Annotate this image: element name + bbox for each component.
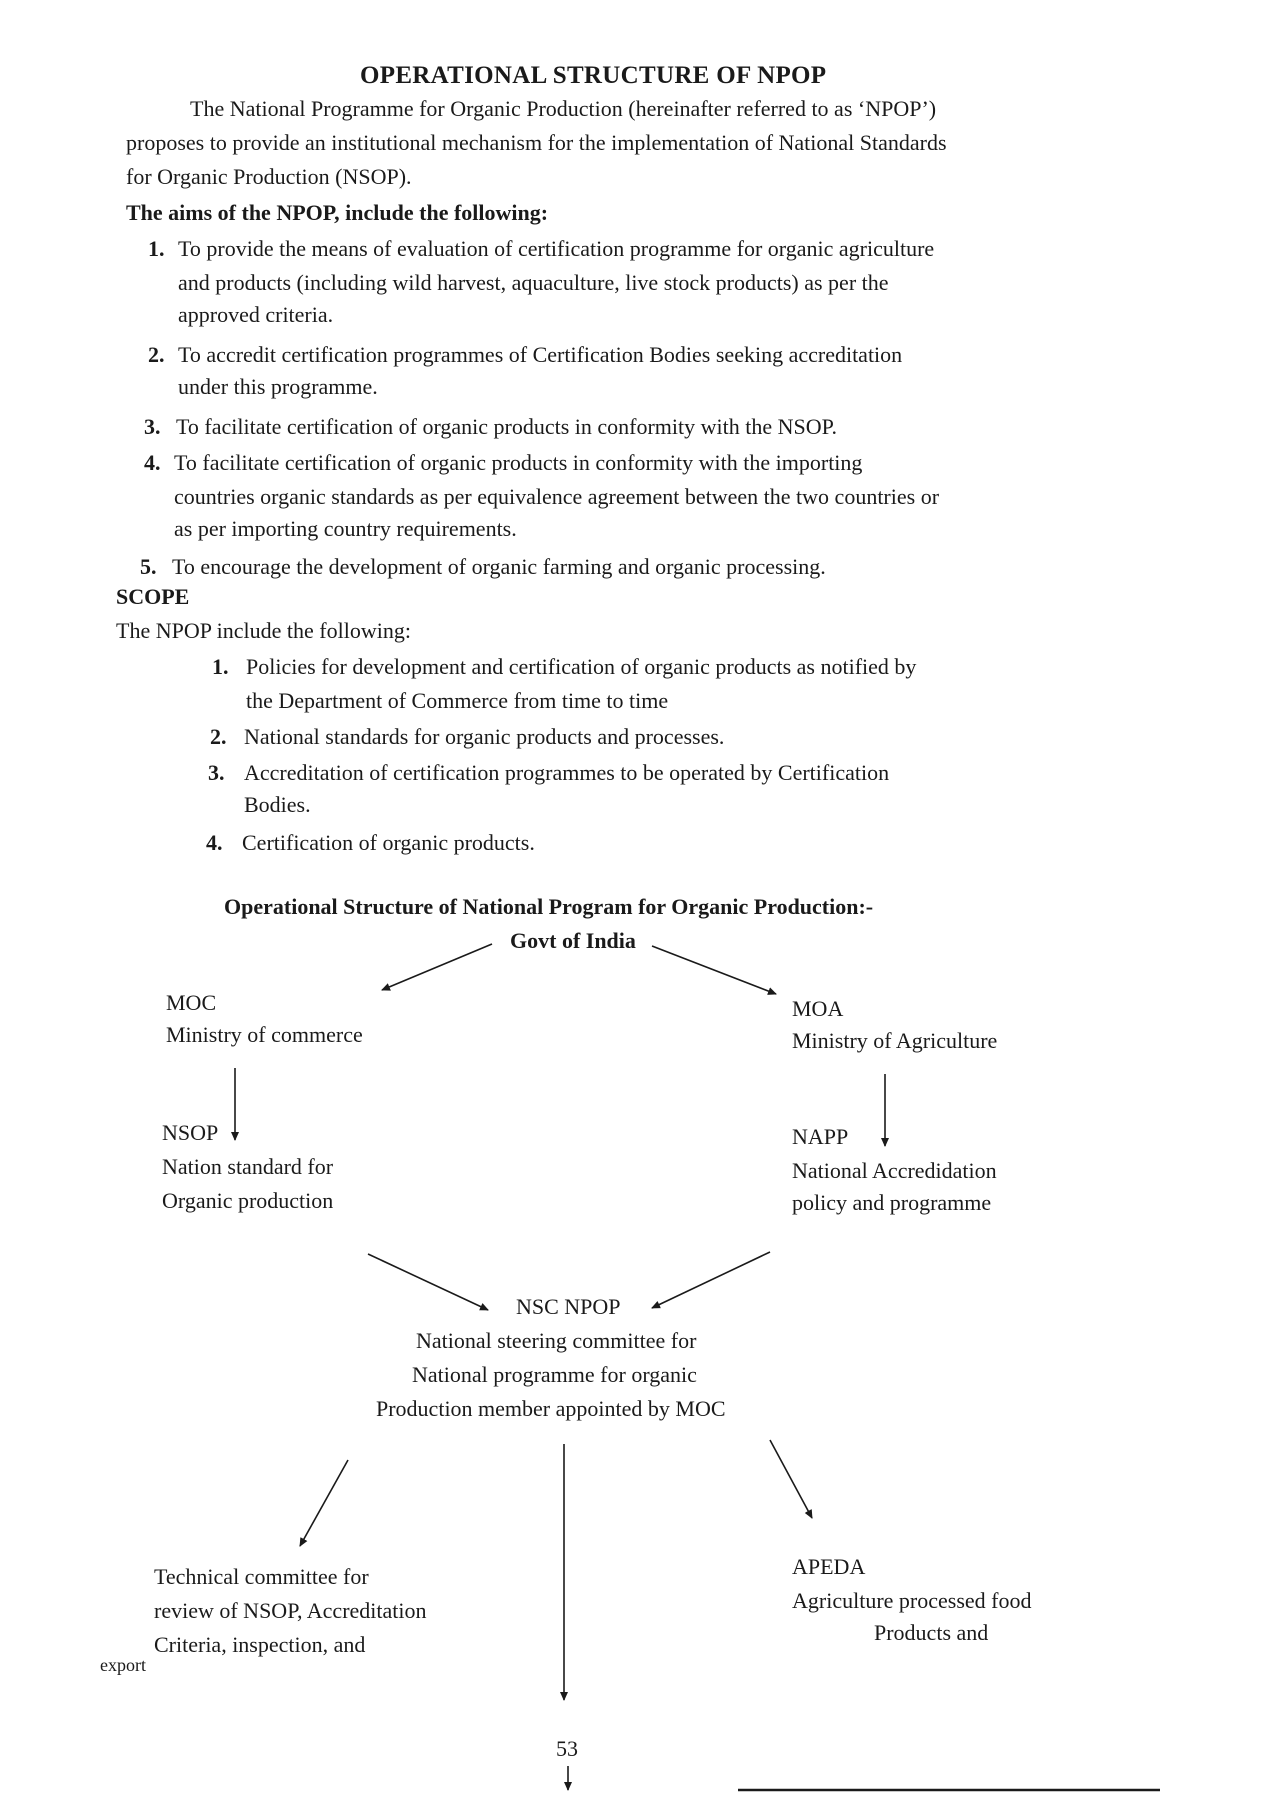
node-napp-line: National Accredidation bbox=[792, 1158, 997, 1183]
scope-intro: The NPOP include the following: bbox=[116, 618, 411, 643]
arrow-root-to-moa bbox=[652, 946, 776, 994]
list-number: 1. bbox=[148, 236, 165, 261]
list-item: the Department of Commerce from time to time bbox=[246, 688, 669, 713]
arrow-nsc-to-tech bbox=[300, 1460, 348, 1546]
arrow-root-to-moc bbox=[382, 944, 492, 990]
node-moa-name: Ministry of Agriculture bbox=[792, 1028, 998, 1053]
list-number: 2. bbox=[210, 724, 227, 749]
list-item: Accreditation of certification programmes to be operated by Certification bbox=[244, 760, 890, 785]
node-apeda-abbr: APEDA bbox=[792, 1554, 866, 1579]
node-nsop-abbr: NSOP bbox=[162, 1120, 219, 1145]
list-item: and products (including wild harvest, aquaculture, live stock products) as per the bbox=[178, 270, 889, 295]
list-item: countries organic standards as per equivalence agreement between the two countries or bbox=[174, 484, 940, 509]
node-tech-line: export bbox=[100, 1655, 146, 1675]
list-number: 4. bbox=[144, 450, 161, 475]
intro-line: The National Programme for Organic Production (hereinafter referred to as ‘NPOP’) bbox=[190, 96, 937, 121]
node-tech-line: review of NSOP, Accreditation bbox=[154, 1598, 427, 1623]
page-number: 53 bbox=[556, 1736, 578, 1761]
list-item: Policies for development and certification of organic products as notified by bbox=[246, 654, 917, 679]
aims-heading: The aims of the NPOP, include the following: bbox=[126, 200, 549, 225]
list-number: 3. bbox=[144, 414, 161, 439]
arrow-napp-to-nsc bbox=[652, 1252, 770, 1308]
node-govt-of-india: Govt of India bbox=[510, 928, 636, 953]
node-tech-line: Criteria, inspection, and bbox=[154, 1632, 366, 1657]
node-nsop-line: Nation standard for bbox=[162, 1154, 334, 1179]
node-apeda-line: Agriculture processed food bbox=[792, 1588, 1032, 1613]
node-nsc-line: National steering committee for bbox=[416, 1328, 697, 1353]
list-item: as per importing country requirements. bbox=[174, 516, 517, 541]
node-tech-line: Technical committee for bbox=[154, 1564, 369, 1589]
intro-line: for Organic Production (NSOP). bbox=[126, 164, 412, 189]
list-item: Bodies. bbox=[244, 792, 311, 817]
node-moc-abbr: MOC bbox=[166, 990, 217, 1015]
list-item: National standards for organic products and processes. bbox=[244, 724, 725, 749]
list-item: under this programme. bbox=[178, 374, 378, 399]
chart-heading: Operational Structure of National Program for Organic Production:- bbox=[224, 894, 874, 919]
list-number: 2. bbox=[148, 342, 165, 367]
node-moa-abbr: MOA bbox=[792, 996, 844, 1021]
node-apeda-line: Products and bbox=[874, 1620, 989, 1645]
list-number: 5. bbox=[140, 554, 157, 579]
page-title: OPERATIONAL STRUCTURE OF NPOP bbox=[360, 62, 827, 89]
node-moc-name: Ministry of commerce bbox=[166, 1022, 363, 1047]
intro-line: proposes to provide an institutional mechanism for the implementation of National Standards bbox=[126, 130, 947, 155]
node-nsc-line: National programme for organic bbox=[412, 1362, 697, 1387]
scope-heading: SCOPE bbox=[116, 584, 190, 609]
list-number: 4. bbox=[206, 830, 223, 855]
list-item: approved criteria. bbox=[178, 302, 334, 327]
node-nsc-line: Production member appointed by MOC bbox=[376, 1396, 726, 1421]
list-item: To provide the means of evaluation of certification programme for organic agriculture bbox=[178, 236, 935, 261]
arrow-nsop-to-nsc bbox=[368, 1254, 488, 1310]
node-nsc-abbr: NSC NPOP bbox=[516, 1294, 621, 1319]
node-napp-line: policy and programme bbox=[792, 1190, 992, 1215]
node-nsop-line: Organic production bbox=[162, 1188, 334, 1213]
list-item: To facilitate certification of organic products in conformity with the NSOP. bbox=[176, 414, 837, 439]
list-number: 1. bbox=[212, 654, 229, 679]
list-item: To encourage the development of organic farming and organic processing. bbox=[172, 554, 826, 579]
node-napp-abbr: NAPP bbox=[792, 1124, 849, 1149]
arrow-nsc-to-apeda bbox=[770, 1440, 812, 1518]
list-number: 3. bbox=[208, 760, 225, 785]
list-item: To accredit certification programmes of Certification Bodies seeking accreditation bbox=[178, 342, 903, 367]
list-item: Certification of organic products. bbox=[242, 830, 535, 855]
list-item: To facilitate certification of organic products in conformity with the importing bbox=[174, 450, 863, 475]
